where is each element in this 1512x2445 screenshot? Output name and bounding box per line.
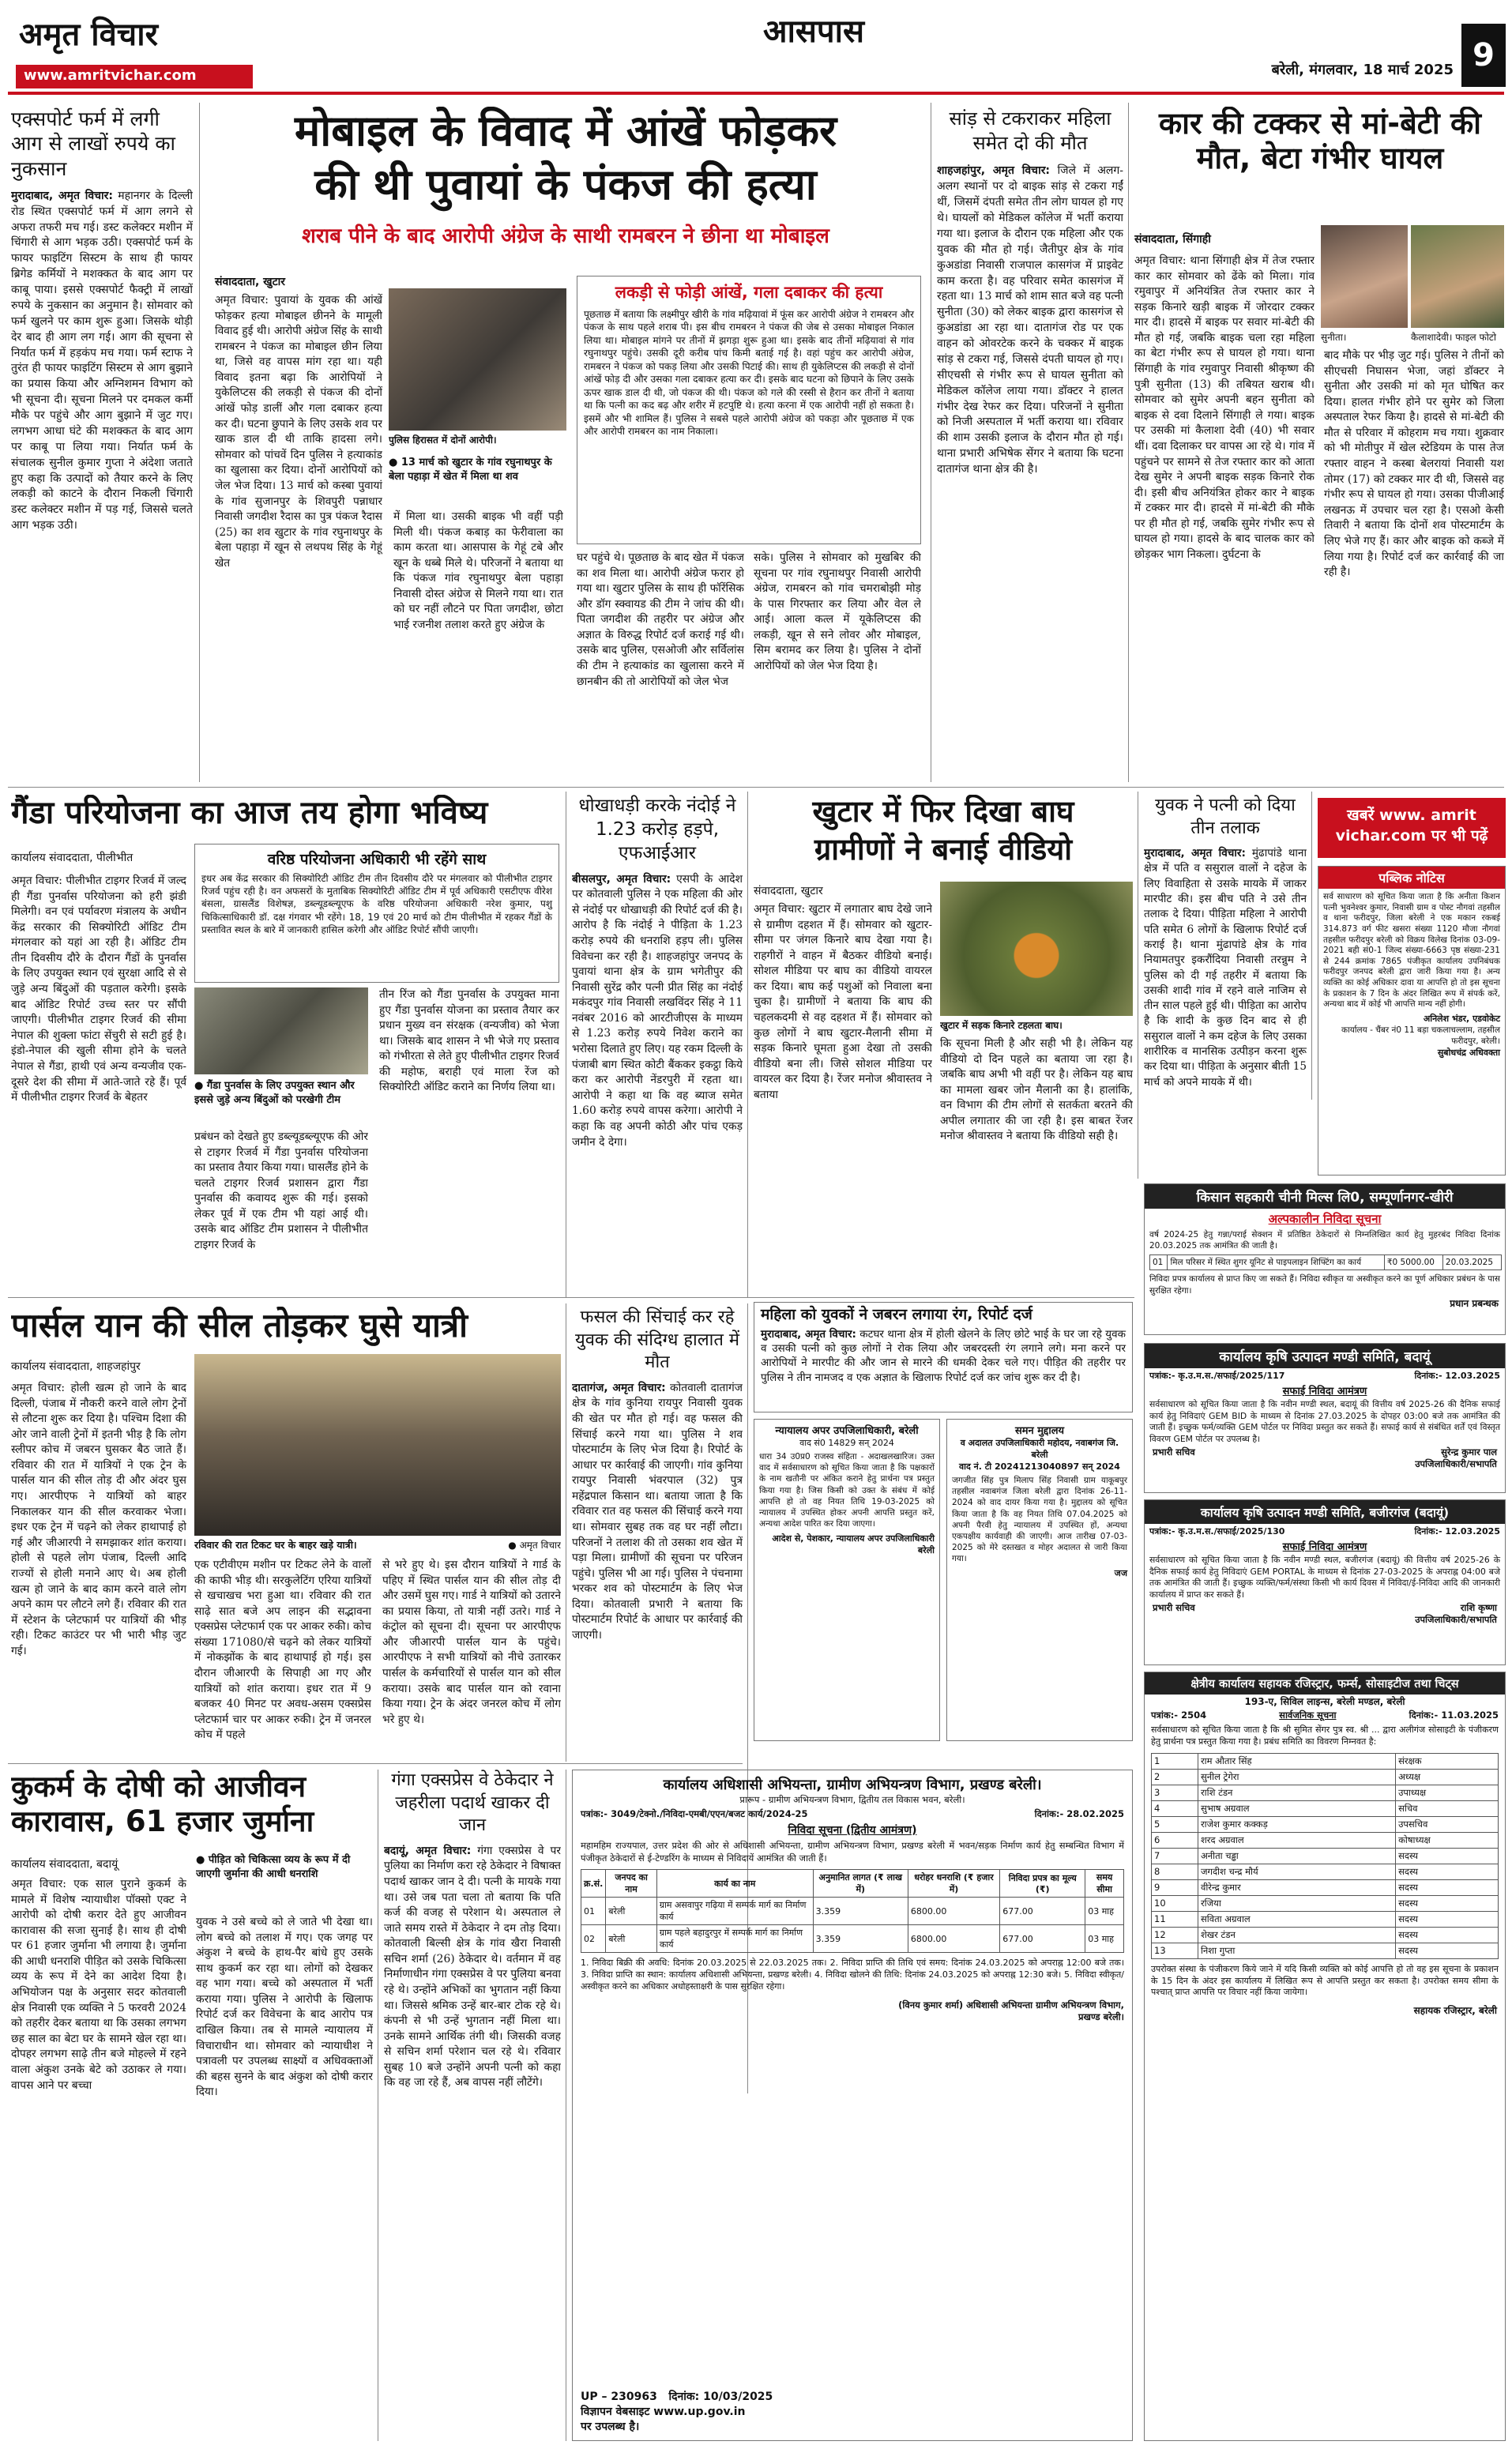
notice-footer: आदेश से, पेशकार, न्यायालय अपर उपजिलाधिकारी बरेली <box>772 1533 935 1556</box>
photo-caption-1: सुनीता। <box>1321 332 1347 343</box>
tender-table <box>581 1869 1124 1953</box>
story-body <box>1144 846 1307 1090</box>
case-number: वाद नं. टी 20241213040897 सन् 2024 <box>959 1461 1120 1472</box>
table-cell: 13 <box>1152 1943 1198 1958</box>
website-note-2: पर उपलब्ध है। <box>581 2421 640 2433</box>
table-header-row <box>581 1870 1124 1898</box>
bullet-callout: ● 13 मार्च को खुटार के गांव रघुनाथपुर के बेला पहाड़ा में खेत में मिला था शव <box>389 457 552 483</box>
headline: महिला को युवकों ने जबरन लगाया रंग, रिपोर्ट दर्ज <box>761 1306 1032 1323</box>
headline: सांड़ से टकराकर महिला समेत दो की मौत <box>949 107 1111 155</box>
table-header-cell: निविदा प्रपत्र का मूल्य (₹) <box>1000 1870 1085 1898</box>
table-header-cell: क्र.सं. <box>581 1870 606 1898</box>
tender-intro: वर्ष 2024-25 हेतु गन्ना/पराई सेक्शन में प्रतिष्ठित ठेकेदारों से निम्नलिखित कार्य हेतु मुहरबंद निविदा दिनांक 20.03.2025 तक आमंत्रित की जाती है। <box>1149 1230 1500 1251</box>
byline: संवाददाता, खुटार <box>215 276 286 288</box>
table-cell: जगदीश चन्द्र मौर्य <box>1198 1864 1395 1879</box>
members-table <box>1151 1753 1499 1959</box>
headline-line-2: ग्रामीणों ने बनाई वीडियो <box>814 831 1073 867</box>
tender-title: सफाई निविदा आमंत्रण <box>1282 1541 1367 1553</box>
headline-line-1: मोबाइल के विवाद में आंखें फोड़कर <box>294 107 837 156</box>
notice-signer: अनिलेश भंडर, एडवोकेट <box>1423 1014 1500 1025</box>
signer-left: प्रभारी सचिव <box>1153 1446 1195 1458</box>
headline: कुकर्म के दोषी को आजीवन कारावास, 61 हजार जुर्माना <box>11 1770 314 1839</box>
table-cell: राजेश कुमार कक्कड़ <box>1198 1816 1395 1832</box>
tender-intro: महामहिम राज्यपाल, उत्तर प्रदेश की ओर से अधिशासी अभियन्ता, ग्रामीण अभियन्त्रण विभाग, प्रखण्ड बरेली में भवन/सड़क निर्माण कार्य हेतु सम्बन्धित विभाग में पंजीकृत ठेकेदारों से ई-टेण्डरिंग के माध्यम से निविदायें आमंत्रित की जाती हैं। <box>581 1840 1124 1864</box>
story-murder <box>207 107 924 782</box>
table-cell: 1 <box>1152 1753 1198 1769</box>
byline: बदायूं, अमृत विचार: <box>384 1844 472 1857</box>
photo-caption: खुटार में सड़क किनारे टहलता बाघ। <box>940 1020 1063 1031</box>
case-number: वाद सं0 14829 सन् 2024 <box>799 1438 894 1448</box>
table-cell: उपाध्यक्ष <box>1396 1785 1499 1800</box>
table-cell: 4 <box>1152 1800 1198 1816</box>
table-row <box>1152 1879 1499 1895</box>
story-contractor <box>384 1770 561 2441</box>
table-cell: 6800.00 <box>908 1925 999 1953</box>
tender-org: कार्यालय कृषि उत्पादन मण्डी समिति, बदायूं <box>1145 1344 1505 1368</box>
table-cell: सदस्य <box>1396 1943 1499 1958</box>
table-cell: 03 माह <box>1085 1925 1124 1953</box>
table-cell: 02 <box>581 1925 606 1953</box>
court-notice-2 <box>946 1419 1133 1741</box>
signer-left: प्रभारी सचिव <box>1153 1602 1195 1614</box>
promo-line-1: खबरें www. amrit <box>1347 807 1476 824</box>
table-row <box>581 1925 1124 1953</box>
tender-org: किसान सहकारी चीनी मिल्स लि0, सम्पूर्णानगर-खीरी <box>1145 1184 1505 1209</box>
notice-body: जगजीत सिंह पुत्र मिलाप सिंह निवासी ग्राम याकूबपुर तहसील नवाबगंज जिला बरेली द्वारा दिनांक 26-11-2024 को वाद दायर किया गया है। मुद्दालय को सूचित किया जाता है कि वह नियत तिथि 07.04.2025 को अपनी पैरवी हेतु न्यायालय में उपस्थित हों, अन्यथा एकपक्षीय कार्यवाही की जाएगी। आज तारीख 07-03-2025 को मेरे दस्तखत व मोहर अदालत से जारी किया गया। <box>952 1476 1127 1564</box>
table-cell: 7 <box>1152 1848 1198 1864</box>
story-body <box>761 1327 1126 1385</box>
story-body-col-1: अमृत विचार: होली खत्म हो जाने के बाद दिल्ली, पंजाब में नौकरी करने वाले लोग ट्रेनों से लौटना शुरू कर दिया है। पश्चिम दिशा की ओर जाने वाली ट्रेनों में इतनी भीड़ है कि लोग स्लीपर कोच में जबरन घुसकर बैठ जाते हैं। रविवार की रात में यात्रियों ने एक ट्रेन के पार्सल यान की सील तोड़ दी और अंदर घुस गए। आरपीएफ ने यात्रियों को बाहर निकालकर यान की सील करवाकर भेजा। इधर एक ट्रेन में चढ़ने को लेकर हाथापाई हो गई और जीआरपी ने समझाकर शांत कराया। होली से पहले लोग पंजाब, दिल्ली आदि राज्यों से होली मनाने आए थे। अब होली खत्म हो जाने के बाद काम करने वाले लोग अपने काम पर लौटने लगे हैं। रविवार की रात में स्टेशन के प्लेटफार्म पर यात्रियों की भीड़ रही। टिकट काउंटर पर भी भारी भीड़ जुट गई। <box>11 1382 186 1657</box>
table-cell: 677.00 <box>1000 1898 1085 1925</box>
table-cell: 2 <box>1152 1769 1198 1785</box>
notice-kind: सार्वजनिक सूचना <box>1279 1710 1337 1721</box>
table-row <box>1152 1816 1499 1832</box>
tender-table <box>1149 1254 1502 1270</box>
table-row <box>1152 1895 1499 1911</box>
up-date: दिनांक: 10/03/2025 <box>668 2390 773 2403</box>
story-body-col-1: अमृत विचार: थाना सिंगाही क्षेत्र में तेज रफ्तार कार कार सोमवार को ढेंके को मिला। गांव रमुवापुर में अनियंत्रित तेज रफ्तार कार ने सड़क किनारे खड़ी बाइक में जोरदार टक्कर मार दी। हादसे में बाइक पर सवार मां-बेटी की मौत हो गई, जबकि बाइक चला रहा महिला का बेटा गंभीर रूप से घायल हो गया। थाना सिंगाही के गांव रमुवापुर निवासी श्रीकृष्ण की पुत्री सुनीता (13) की तबियत खराब थी। सोमवार को सुमेर अपनी बहन सुनीता को बाइक से दवा दिलाने सिंगाही ले गया। बाइक पर उसकी मां कैलाशा देवी (40) भी सवार थीं। दवा दिलाकर घर वापस आ रहे थे। गांव में पहुंचने पर सामने से तेज रफ्तार कार को आता देख सुमेर ने अपनी बाइक सड़क किनारे रोक दी। इसी बीच अनियंत्रित होकर कार ने बाइक में टक्कर मार दी। हादसे में मां-बेटी की मौके पर ही मौत हो गई, जबकि सुमेर गंभीर रूप से घायल हो गया। हादसे के बाद चालक कार को छोड़कर भाग निकला। दुर्घटना के <box>1134 254 1315 561</box>
side-box-title: वरिष्ठ परियोजना अधिकारी भी रहेंगे साथ <box>267 851 487 868</box>
signer-right-title: उपजिलाधिकारी/सभापति <box>1415 1614 1497 1626</box>
headline: गैंडा परियोजना का आज तय होगा भविष्य <box>11 795 488 831</box>
table-header-cell: जनपद का नाम <box>606 1870 657 1898</box>
table-row <box>1152 1785 1499 1800</box>
tender-date: दिनांक:- 28.02.2025 <box>1034 1808 1124 1819</box>
notice-office: कार्यालय - चैंबर नं0 11 बड़ा चकलाचल्लाम, तहसील फरीदपुर, बरेली। <box>1341 1025 1500 1047</box>
story-body <box>11 189 193 534</box>
story-body-col-3: घर पहुंचे थे। पूछताछ के बाद खेत में पंकज का शव मिला था। आरोपी अंग्रेज फरार हो गया था। खुटार पुलिस के साथ ही फॉरेंसिक और डॉग स्क्वायड की टीम ने जांच की थी। पिता जगदीश की तहरीर पर अंग्रेज और अज्ञात के विरुद्ध रिपोर्ट दर्ज कराई गई थी। उसके बाद पुलिस, एसओजी और सर्विलांस की टीम ने हत्याकांड का खुलासा करने में छानबीन की तो आरोपियों को जेल भेज <box>577 551 744 688</box>
story-text: गंगा एक्सप्रेस वे पर पुलिया का निर्माण करा रहे ठेकेदार ने विषाक्त पदार्थ खाकर जान दे दी। पत्नी के मायके गया था। उसे जब पता चला तो बताया कि पति कर्ज की वजह से परेशान थे। अस्पताल ले जाते समय रास्ते में ठेकेदार ने दम तोड़ दिया। कोतवाली बिल्सी क्षेत्र के गांव खैरा निवासी सचिन शर्मा (26) ठेकेदार थे। वर्तमान में वह निर्माणाधीन गंगा एक्सप्रेस वे पर पुलिया बनवा रहे थे। उन्होंने अभिकों का भुगतान नहीं किया था। जिससे श्रमिक उन्हें बार-बार टोक रहे थे। कंपनी से भी उन्हें भुगतान नहीं मिला था। उनके सामने आर्थिक तंगी थी। जिसकी वजह से सचिन शर्मा परेशान चल रहे थे। रविवार सुबह 10 बजे उन्होंने अपनी पत्नी को कहा कि वह जा रहे हैं, अब वापस नहीं लौटेंगे। <box>384 1844 561 2090</box>
story-export-fire <box>11 107 193 782</box>
story-body-col-4: सके। पुलिस ने सोमवार को मुखबिर की सूचना पर गांव रघुनाथपुर निवासी आरोपी अंग्रेज, रामबरन को गांव चमराबोझी मोड़ के पास गिरफ्तार कर लिया और वेल ले आई। आला कत्ल में यूकेलिप्टस की लकड़ी, खून से सने लोवर और मोबाइल, सिम बरामद कर लिया है। पुलिस ने दोनों आरोपियों को जेल भेज दिया है। <box>754 551 921 673</box>
inset-box <box>577 276 921 544</box>
table-cell: 3 <box>1152 1785 1198 1800</box>
table-row <box>1152 1753 1499 1769</box>
victim-photo-2 <box>1411 225 1504 328</box>
table-header-cell: समय सीमा <box>1085 1870 1124 1898</box>
sugar-mill-tender <box>1144 1183 1506 1335</box>
table-row <box>1152 1848 1499 1864</box>
table-row <box>1152 1864 1499 1879</box>
notice-body: सर्व साधारण को सूचित किया जाता है कि अनीता किशन पत्नी भुवनेश्वर कुमार, निवासी ग्राम व पोस्ट नौगवां तहसील व थाना फरीदपुर, जिला बरेली ने एक मकान रकबई 314.873 वर्ग फीट खसरा संख्या 1120 मौजा नौगवां तहसील फरीदपुर बरेली को विक्रय विलेख दिनांक 03-09-2021 बही सं0-1 जिल्द संख्या-6663 पृष्ठ संख्या-231 से 244 क्रमांक 7865 पंजीकृत कार्यालय उपनिबंधक फरीदपुर जनपद बरेली द्वारा जारी किया गया है। अन्य व्यक्ति का कोई अधिकार दावा या आपत्ति हो तो इस सूचना के प्रकाशन के 7 दिन के अंदर लिखित रूप में संपर्क करें, अन्यथा बाद में कोई भी आपत्ति मान्य नहीं होगी। <box>1323 892 1500 1010</box>
tender-note: निविदा प्रपत्र कार्यालय से प्राप्त किए जा सकते हैं। निविदा स्वीकृत या अस्वीकृत करने का पूर्ण अधिकार प्रबंधन के पास सुरक्षित रहेगा। <box>1149 1274 1500 1296</box>
section-title: आसपास <box>762 13 865 50</box>
table-row <box>1152 1832 1499 1848</box>
photo-caption: पुलिस हिरासत में दोनों आरोपी। <box>389 434 497 446</box>
notice-title: न्यायालय अपर उपजिलाधिकारी, बरेली <box>775 1425 919 1437</box>
table-cell: उपसचिव <box>1396 1816 1499 1832</box>
story-tiger <box>754 795 1133 1292</box>
table-cell: शरद अग्रवाल <box>1198 1832 1395 1848</box>
page-number: 9 <box>1461 24 1506 87</box>
photo-caption-2: कैलाशादेवी। फाइल फोटो <box>1411 332 1496 343</box>
table-cell: 03 माह <box>1085 1898 1124 1925</box>
table-cell: संरक्षक <box>1396 1753 1499 1769</box>
story-body-col-3: से भरे हुए थे। इस दौरान यात्रियों ने गार्ड के पहिए में स्थित पार्सल यान की सील तोड़ दी और उसमें घुस गए। गार्ड ने यात्रियों को उतारने का प्रयास किया, तो यात्री नहीं उतरे। गार्ड ने कंट्रोल को सूचना दी। सूचना पर आरपीएफ और जीआरपी पार्सल यान के पहुंचे। आरपीएफ ने सभी यात्रियों को नीचे उतारकर पार्सल के कर्मचारियों से पार्सल यान को सील कराया। उसके बाद पार्सल यान को रवाना किया गया। ट्रेन के अंदर जनरल कोच में लोग भरे हुए थे। <box>382 1559 561 1726</box>
up-number: UP – 230963 <box>581 2390 657 2403</box>
story-text: कोतवाली दातागंज क्षेत्र के गांव कुनिया रायपुर निवासी युवक की खेत पर मौत हो गई। वह फसल की सिंचाई करने गया था। पुलिस ने शव पोस्टमार्टम के लिए भेज दिया है। रिपोर्ट के आधार पर कार्रवाई की जाएगी। गांव कुनिया रायपुर निवासी भंवरपाल (32) पुत्र महेंद्रपाल किसान था। बताया जाता है कि रविवार रात वह फसल की सिंचाई करने गया था। सोमवार सुबह तक वह घर नहीं लौटा। परिजनों ने तलाश की तो उसका शव खेत में पड़ा मिला। ग्रामीणों की सूचना पर परिजन पहुंचे। पुलिस भी आ गई। पुलिस ने पंचनामा भरकर शव को पोस्टमार्टम के लिए भेज दिया। कोतवाली प्रभारी ने बताया कि पोस्टमार्टम रिपोर्ट के आधार पर कार्रवाई की जाएगी। <box>572 1381 743 1642</box>
story-body-col-2: में मिला था। उसकी बाइक भी वहीं पड़ी मिली थी। पंकज कबाड़ का फेरीवाला का काम करता था। आसपास के गेहूं टबे और खून के धब्बे मिले थे। परिजनों ने बताया था कि पंकज गांव रघुनाथपुर बेला पहाड़ा निवासी दोस्त अंग्रेज से मिलने गया था। रात को घर नहीं लौटने पर पिता जगदीश, छोटा भाई रजनीश तलाश करते हुए अंग्रेज के <box>393 510 563 632</box>
tender-body: सर्वसाधारण को सूचित किया जाता है कि नवीन मण्डी स्थल, बदायूं की वित्तीय वर्ष 2025-26 की दैनिक सफाई कार्य हेतु निविदाएं GEM BID के माध्यम से दिनांक 27.03.2025 के दोपहर 03:00 बजे तक आमंत्रित की जाती हैं। इच्छुक फर्म/व्यक्ति GEM पोर्टल पर निविदा प्रस्तुत कर सकते हैं। सफाई कार्य से संबंधित शर्तें एवं विस्तृत विवरण GEM पोर्टल पर उपलब्ध है। <box>1149 1399 1500 1444</box>
table-cell: ग्राम असवापुर गढ़िया में सम्पर्क मार्ग का निर्माण कार्य <box>656 1898 813 1925</box>
byline: संवाददाता, खुटार <box>754 885 823 897</box>
table-cell: 6 <box>1152 1832 1198 1848</box>
story-text: कटघर थाना क्षेत्र में होली खेलने के लिए छोटे भाई के घर जा रहे युवक व उसकी पत्नी को कुछ लोगों ने रोक लिया और जबरदस्ती रंग लगाने लगे। मना करने पर आरोपियों ने मारपीट की और जान से मारने की धमकी देकर चले गए। पीड़ित की तहरीर पर पुलिस ने तीन नामजद व एक अज्ञात के खिलाफ रिपोर्ट दर्ज कर जांच शुरू कर दी है। <box>761 1327 1126 1384</box>
tender-notes: 1. निविदा बिक्री की अवधि: दिनांक 20.03.2025 से 22.03.2025 तक। 2. निविदा प्राप्ति की तिथि एवं समय: दिनांक 24.03.2025 को अपराह्न 12:00 बजे तक। 3. निविदा प्राप्ति का स्थान: कार्यालय अधिशासी अभियन्ता, प्रखण्ड बरेली। 4. निविदा खोलने की तिथि: दिनांक 24.03.2025 को अपराह्न 12:30 बजे। 5. निविदा स्वीकृत/अस्वीकृत करने का अधिकार अधोहस्ताक्षरी के पास सुरक्षित रहेगा। <box>581 1958 1124 1992</box>
story-body <box>572 872 743 1150</box>
table-cell: राम औतार सिंह <box>1198 1753 1395 1769</box>
notice-org: क्षेत्रीय कार्यालय सहायक रजिस्ट्रार, फर्म्स, सोसाइटीज तथा चिट्स <box>1145 1672 1505 1695</box>
tender-sub: प्रारूप - ग्रामीण अभियन्त्रण विभाग, द्वितीय तल विकास भवन, बरेली। <box>739 1794 965 1805</box>
headline: एक्सपोर्ट फर्म में लगी आग से लाखों रुपये का नुकसान <box>11 107 175 180</box>
bullet-icon: ● <box>196 1854 209 1866</box>
victim-photo-1 <box>1321 225 1408 328</box>
notice-footer: जज <box>1114 1568 1127 1579</box>
story-body-col-2: युवक ने उसे बच्चे को ले जाते भी देखा था। लोग बच्चे को तलाश में गए। एक जगह पर अंकुश ने बच्चे के हाथ-पैर बांधे हुए उसके साथ कुकर्म कर रहा था। लोगों को देखकर वह भाग गया। बच्चे को अस्पताल में भर्ती कराया गया। पुलिस ने आरोपी के खिलाफ रिपोर्ट दर्ज कर विवेचना के बाद आरोप पत्र दाखिल किया। तब से मामले न्यायालय में विचाराधीन था। सोमवार को न्यायाधीश ने पत्रावली पर उपलब्ध साक्ष्यों व अधिवक्ताओं की बहस सुनने के बाद अंकुश को दोषी करार दिया। <box>196 1916 373 2099</box>
table-cell: निशा गुप्ता <box>1198 1943 1395 1958</box>
bullet-icon: ● <box>389 457 401 468</box>
story-life-sentence <box>11 1770 373 2441</box>
story-body-col-1: अमृत विचार: पीलीभीत टाइगर रिजर्व में जल्द ही गैंडा पुनर्वास परियोजना को हरी झंडी मिलेगी। वन एवं पर्यावरण मंत्रालय के अधीन केंद्र सरकार की सिक्योरिटी ऑडिट टीम मंगलवार को यहां आ रही है। ऑडिट टीम तीन दिवसीय दौरे के दौरान गैंडों के पुनर्वास के लिए उपयुक्त स्थान एवं सुरक्षा आदि से से जुड़े अन्य बिंदुओं की पड़ताल करेगी। इसके बाद ऑडिट रिपोर्ट उच्च स्तर पर सौंपी जाएगी। पीलीभीत टाइगर रिजर्व की सीमा नेपाल की शुक्ला फांटा सेंचुरी से सटी हुई है। इंडो-नेपाल की खुली सीमा होने के चलते नेपाल से गैंडा, हाथी एवं अन्य वन्यजीव एक-दूसरे देश की सीमा में आते-जाते रहे हैं। पूर्व में पीलीभीत टाइगर रिजर्व के बेहतर <box>11 875 186 1104</box>
inset-body: पूछताछ में बताया कि लक्ष्मीपुर खीरी के गांव मढ़ियावां में फूंस कर आरोपी अंग्रेज ने रामबरन और पंकज के साथ पहले शराब पी। इस बीच रामबरन ने पंकज की जेब से उसका मोबाइल निकाल लिया था। मोबाइल मांगने पर तीनों में झगड़ा शुरू हुआ था। इसके बाद तीनों मढ़ियावां से गांव रघुनाथपुर पहुंचे। उसकी दूरी करीब पांच किमी बताई गई है। वहां पहुंच कर आरोपी अंग्रेज, रामबरन ने पंकज को पकड़ लिया और उसकी पिटाई की। साथ ही युकेलिप्टस की लकड़ी से दोनों आंखें फोड़ दी और उसका गला दबाकर हत्या कर दी। इसके बाद घटना को छिपाने के लिए उसके ऊपर खाक डाल दी थी, जो पंकज की थी। पंकज को गले की रस्सी से हैरान कर तीनों ने बताया था कि पत्नी का कद बढ़ और शरीर में हटपुष्टि थे। हत्या करना में एक आरोपी नहीं हो सकता है। इसमें और भी शामिल हैं। पुलिस ने सबसे पहले आरोपी अंग्रेज को पकड़ा और पूछताछ में एक और आरोपी रामबरन का नाम निकाला। <box>584 309 914 438</box>
bullet-callout: ● पीड़ित को चिकित्सा व्यय के रूप में दी जाएगी जुर्माना की आधी धनराशि <box>196 1854 351 1880</box>
story-triple-talaq <box>1144 795 1307 1174</box>
web-promo-banner[interactable] <box>1318 798 1506 858</box>
promo-line-2: vichar.com पर भी पढ़ें <box>1335 827 1488 844</box>
tender-date: दिनांक:- 12.03.2025 <box>1414 1371 1500 1381</box>
story-holi-color <box>754 1302 1133 1412</box>
mandi-tender-wazirganj <box>1144 1499 1506 1665</box>
table-row <box>1152 1943 1499 1958</box>
story-body-col-2: बाद मौके पर भीड़ जुट गई। पुलिस ने तीनों को सीएचसी निघासन भेजा, जहां डॉक्टर ने सुनीता और उसकी मां को मृत घोषित कर दिया। हालत गंभीर होने पर सुमेर को जिला अस्पताल रेफर किया है। हादसे से मां-बेटी की मौत से परिवार में कोहराम मच गया। शुक्रवार को भी मोतीपुर में खेल स्टेडियम के पास तेज रफ्तार वाहन ने कस्बा बेलरायां निवासी यश तोमर (17) को टक्कर मार दी थी, जिससे वह गंभीर रूप से घायल हो गया। उसका पीजीआई लखनऊ में उपचार चल रहा है। एसओ केसी तिवारी ने बताया कि दोनों शव पोस्टमार्टम के लिए भेजे गए हैं। कार और बाइक को कब्जे में लिया गया है। रिपोर्ट दर्ज कर कार्रवाई की जा रही है। <box>1324 349 1504 579</box>
side-box-body: इधर अब केंद्र सरकार की सिक्योरिटी ऑडिट टीम तीन दिवसीय दौरे पर मंगलवार को पीलीभीत टाइगर रिजर्व पहुंच रही है। वन अफसरों के मुताबिक सिक्योरिटी ऑडिट टीम में पूर्व अधिकारी एसटीएफ वीरेश बंसला, ग्रासलैंड विशेषज्ञ, डब्ल्यूडब्ल्यूएफ के वरिष्ठ परियोजना अधिकारी नरेश कुमार, पशु चिकित्साधिकारी डॉ. दक्ष गंगवार भी रहेंगे। 18, 19 एवं 20 मार्च को टीम पीलीभीत में रहकर गैंडों के प्रस्तावित स्थल के बारे में जानकारी हासिल करेगी और ऑडिट रिपोर्ट सौंपी जाएगी। <box>201 873 552 935</box>
story-body-col-1: अमृत विचार: पुवायां के युवक की आंखें फोड़कर हत्या मोबाइल छीनने के मामूली विवाद हुई थी। आरोपी अंग्रेज सिंह के साथी रामबरन ने पंकज का मोबाइल छीन लिया था, जिसे वह वापस मांग रहा था। यही विवाद इतना बढ़ा कि आरोपियों ने युकेलिप्टस की लकड़ी से पंकज की दोनों आंखें फोड़ डालीं और गला दबाकर हत्या कर दी। घटना छुपाने के लिए उसके शव पर खाक डाल दी थी ताकि हादसा लगे। सोमवार को पांचवें दिन पुलिस ने हत्याकांड का खुलासा कर दिया। दोनों आरोपियों को जेल भेज दिया। 13 मार्च को कस्बा पुवायां के गांव सुजानपुर के शिवपुरी पन्नाधार निवासी जगदीश रैदास का पुत्र पंकज रैदास (25) का शव खुटार के गांव रघुनाथपुर के बेला पहाड़ा में खून से लथपथ सिंह के गेहूं खेत <box>215 294 382 570</box>
table-cell: ग्राम पहले बहादुरपुर में सम्पर्क मार्ग का निर्माण कार्य <box>656 1925 813 1953</box>
byline: मुरादाबाद, अमृत विचार: <box>1144 847 1246 860</box>
table-row <box>1152 1911 1499 1927</box>
headline: युवक ने पत्नी को दिया तीन तलाक <box>1155 796 1296 838</box>
table-row <box>581 1898 1124 1925</box>
table-cell: 8 <box>1152 1864 1198 1879</box>
table-cell: सदस्य <box>1396 1879 1499 1895</box>
bullet-callout: ● गैंडा पुनर्वास के लिए उपयुक्त स्थान और इससे जुड़े अन्य बिंदुओं को परखेगी टीम <box>194 1080 355 1106</box>
byline: मुरादाबाद, अमृत विचार: <box>761 1327 856 1341</box>
table-cell: वीरेन्द्र कुमार <box>1198 1879 1395 1895</box>
table-cell: 5 <box>1152 1816 1198 1832</box>
public-notice <box>1318 866 1506 1175</box>
court-name: व अदालत उपजिलाधिकारी महोदय, नवाबगंज जि. बरेली <box>960 1438 1119 1460</box>
byline: दातागंज, अमृत विचार: <box>572 1381 666 1394</box>
table-cell: 01 <box>581 1898 606 1925</box>
story-bull-collision <box>937 107 1123 782</box>
tender-ref: पत्रांक:- 3049/टेक्नो./निविदा-एमबी/एएन/बजट कार्य/2024-25 <box>581 1808 808 1819</box>
station-crowd-photo <box>194 1354 561 1536</box>
story-text: एसपी के आदेश पर कोतवाली पुलिस ने एक महिला की ओर से नंदोई पर धोखाधड़ी की रिपोर्ट दर्ज की है। आरोप है कि नंदोई ने पीड़िता के 1.23 करोड़ रुपये की धनराशि हड़प ली। पुलिस विवेचना कर रही है। शाहजहांपुर जनपद के पुवायां थाना क्षेत्र के ग्राम भगेतीपुर की निवासी सुरेंद्र कौर पत्नी प्रीत सिंह का नंदोई मकंदपुर गांव निवासी लखविंदर सिंह ने 11 नवंबर 2016 को आरटीजीएस के माध्यम से 1.23 करोड़ रुपये निवेश कराने का भरोसा दिलाते हुए लिए। यह रकम दिल्ली के पंजाबी बाग स्थित कोटी बैंककर इकट्ठा किये करा कर आरोपी नेंडरपुरी में रहता था। आरोपी ने कहा था कि वह ब्याज समेत 1.60 करोड़ रुपये वापस करेगा। आरोपी ने कहा कि वह अपनी कोठी और पांच एकड़ जमीन दे देगा। <box>572 872 743 1149</box>
headline: कार की टक्कर से मां-बेटी की मौत, बेटा गंभीर घायल <box>1158 107 1482 175</box>
headline-line-1: खुटार में फिर दिखा बाघ <box>812 795 1074 829</box>
masthead-rule <box>8 92 1504 95</box>
table-cell: शेखर टंडन <box>1198 1927 1395 1943</box>
signer-right: सुरेन्द्र कुमार पाल <box>1441 1446 1497 1458</box>
story-body-col-1: अमृत विचार: एक साल पुराने कुकर्म के मामले में विशेष न्यायाधीश पॉक्सो एक्ट ने आरोपी को दोषी करार देते हुए आजीवन कारावास की सजा सुनाई है। साथ ही दोषी पर 61 हजार जुर्माना भी लगाया है। जुर्माना की आधी धनराशि पीड़ित को उसके चिकित्सा व्यय के रूप में देने का आदेश दिया है। अभियोजन पक्ष के अनुसार सदर कोतवाली क्षेत्र निवासी एक व्यक्ति ने 5 फरवरी 2024 को तहरीर देकर बताया था कि उसका लगभग छह साल का बेटा घर के सामने खेल रहा था। दोपहर लगभग साढ़े तीन बजे मोहल्ले में रहने वाला अंकुश उनके बेटे को उठाकर ले गया। वापस आने पर बच्चा <box>11 1878 186 2092</box>
story-body-col-1: अमृत विचार: खुटार में लगातार बाघ देखे जाने से ग्रामीण दहशत में हैं। सोमवार को खुटार-सीमा पर जंगल किनारे बाघ देखा गया है। राहगीरों ने वाहन में बैठकर वीडियो बनाई। सोशल मीडिया पर बाघ का वीडियो वायरल कर दिया। बाघ कई पशुओं को निवाला बना चुका है। ग्रामीणों ने बताया कि बाघ की चहलकदमी से वह दहशत में हैं। सोमवार को कुछ लोगों ने बाघ खुटार-मैलानी सीमा में सड़क किनारे घूमता हुआ देखा तो उसकी वीडियो बना ली। जिसे सोशल मीडिया पर वायरल कर दिया है। रेंजर मनोज श्रीवास्तव ने बताया <box>754 903 932 1101</box>
headline: पार्सल यान की सील तोड़कर घुसे यात्री <box>11 1307 468 1345</box>
tiger-photo <box>940 882 1133 1016</box>
bullet-icon: ● <box>194 1080 207 1092</box>
byline: बीसलपुर, अमृत विचार: <box>572 872 671 886</box>
table-cell: 10 <box>1152 1895 1198 1911</box>
photo-caption: रविवार की रात टिकट घर के बाहर खड़े यात्री। <box>194 1539 357 1551</box>
notice-signer: सहायक रजिस्ट्रार, बरेली <box>1413 2005 1497 2017</box>
brand-logo: अमृत विचार <box>19 16 158 53</box>
table-row: 01 मिल परिसर में स्थित शुगर यूनिट से पाइपलाइन शिफ्टिंग का कार्य ₹0 5000.00 20.03.2025 <box>1150 1255 1502 1270</box>
byline: संवाददाता, सिंगाही <box>1134 233 1211 246</box>
table-header-cell: धरोहर धनराशि (₹ हजार में) <box>908 1870 999 1898</box>
headline-line-2: की थी पुवायां के पंकज की हत्या <box>314 160 817 210</box>
notice-body: धारा 34 उ0प्र0 राजस्व संहिता - अदाखलखारिज। उक्त वाद में सर्वसाधारण को सूचित किया जाता है कि पक्षकारों के नाम खतौनी पर अंकित कराने हेतु प्रार्थना पत्र प्रस्तुत किया गया है। जिस किसी को उक्त के संबंध में कोई आपत्ति हो तो वह नियत तिथि 19-03-2025 को न्यायालय में उपस्थित होकर अपनी आपत्ति प्रस्तुत करें, अन्यथा आदेश पारित कर दिया जाएगा। <box>759 1452 935 1529</box>
notice-sub: सुबोधचंद्र अधिवक्ता <box>1437 1048 1500 1059</box>
table-cell: बरेली <box>606 1925 657 1953</box>
signer-right: राशि कृष्णा <box>1460 1602 1497 1614</box>
table-row <box>1152 1927 1499 1943</box>
story-rhino-project <box>11 795 561 1292</box>
registrar-notice <box>1144 1672 1506 2441</box>
story-body-col-2: एक एटीवीएम मशीन पर टिकट लेने के वालों की काफी भीड़ थी। सरकुलेटिंग एरिया यात्रियों से खचाखच भरा हुआ था। रविवार की रात साढ़े सात बजे अप लाइन की सद्भावना एक्सप्रेस प्लेटफार्म एक पर आकर रुकी। कोच संख्या 171080/से चढ़ने को लेकर यात्रियों में नोकझोंक के बाद हाथापाई हो गई। इस दौरान जीआरपी के सिपाही आ गए और यात्रियों को शांत कराया। इधर रात में 9 बजकर 40 मिनट पर अवध-असम एक्सप्रेस प्लेटफार्म चार पर आकर रुकी। ट्रेन में जनरल कोच में पहले <box>194 1559 371 1742</box>
byline: शाहजहांपुर, अमृत विचार: <box>937 164 1051 178</box>
table-cell: 12 <box>1152 1927 1198 1943</box>
notice-ref: पत्रांक:- 2504 <box>1151 1710 1207 1721</box>
table-cell: कोषाध्यक्ष <box>1396 1832 1499 1848</box>
subhead: शराब पीने के बाद आरोपी अंग्रेज के साथी रामबरन ने छीना था मोबाइल <box>302 224 829 249</box>
tender-body: सर्वसाधारण को सूचित किया जाता है कि नवीन मण्डी स्थल, बजीरगंज (बदायूं) की वित्तीय वर्ष 2025-26 के दैनिक सफाई कार्य हेतु निविदाएं GEM PORTAL के माध्यम से दिनांक 27-03-2025 के अपराह्न 04:00 बजे तक आमंत्रित की जाती हैं। इच्छुक व्यक्ति/फर्म/संस्था किसी भी कार्य दिवस में निविदा/ई-निविदा आदि की जानकारी कार्यालय में प्राप्त कर सकते हैं। <box>1149 1555 1500 1600</box>
table-cell: सचिव <box>1396 1800 1499 1816</box>
headline: धोखाधड़ी करके नंदोई ने 1.23 करोड़ हड़पे, एफआईआर <box>578 796 736 863</box>
rural-engineering-tender <box>572 1770 1133 2441</box>
table-cell: अध्यक्ष <box>1396 1769 1499 1785</box>
side-box <box>194 844 559 983</box>
table-header-cell: अनुमानित लागत (₹ लाख में) <box>813 1870 908 1898</box>
story-body-col-2: प्रबंधन को देखते हुए डब्ल्यूडब्ल्यूएफ की ओर से टाइगर रिजर्व में गैंडा पुनर्वास परियोजना का प्रस्ताव तैयार किया गया। घासलैंड होने के चलते टाइगर रिजर्व प्रशासन द्वारा गैंडा पुनर्वास की कवायद शुरू की गई। इसको लेकर पूर्व में एक टीम भी यहां आई थी। उसके बाद ऑडिट टीम प्रशासन ने पीलीभीत टाइगर रिजर्व के <box>194 1130 368 1252</box>
dateline: बरेली, मंगलवार, 18 मार्च 2025 <box>1271 62 1454 78</box>
tender-date: दिनांक:- 12.03.2025 <box>1414 1526 1500 1537</box>
tender-ref: पत्रांक:- कृ.उ.म.स./सफाई/2025/117 <box>1149 1371 1285 1381</box>
table-cell: 677.00 <box>1000 1925 1085 1953</box>
court-notice-1 <box>754 1419 940 1741</box>
story-body <box>572 1381 743 1644</box>
tender-org: कार्यालय अधिशासी अभियन्ता, ग्रामीण अभियन्त्रण विभाग, प्रखण्ड बरेली। <box>663 1777 1042 1793</box>
accused-photo <box>389 288 566 431</box>
story-body-col-2: कि सूचना मिली है और सही भी है। लेकिन यह वीडियो दो दिन पहले का बताया जा रहा है। जबकि बाघ अभी भी वहीं पर है। लेकिन यह बाघ का मामला खबर जोन मैलानी का है। हालांकि, वन विभाग की टीम लोगों से सतर्कता बरतने की अपील लगातार की जा रही है। इस बाबत रेंजर मनोज श्रीवास्तव ने बताया कि वीडियो सही है। <box>940 1037 1133 1143</box>
story-car-accident <box>1134 107 1506 782</box>
table-cell: 11 <box>1152 1911 1198 1927</box>
tender-signer: प्रधान प्रबन्धक <box>1450 1297 1499 1309</box>
mandi-tender-badaun <box>1144 1343 1506 1493</box>
notice-intro: सर्वसाधारण को सूचित किया जाता है कि श्री सुमित सेंगर पुत्र स्व. श्री ... द्वारा अलीगंज सोसाइटी के पंजीकरण हेतु प्रार्थना पत्र प्रस्तुत किया गया है। प्रबंध समिति का विवरण निम्नवत है: <box>1151 1725 1499 1747</box>
signer-right-title: उपजिलाधिकारी/सभापति <box>1415 1458 1497 1470</box>
headline: फसल की सिंचाई कर रहे युवक की संदिग्ध हालात में मौत <box>574 1307 740 1373</box>
table-cell: सविता अग्रवाल <box>1198 1911 1395 1927</box>
byline: कार्यालय संवाददाता, शाहजहांपुर <box>11 1360 141 1373</box>
site-url[interactable]: www.amritvichar.com <box>16 65 253 88</box>
notice-outro: उपरोक्त संस्था के पंजीकरण किये जाने में यदि किसी व्यक्ति को कोई आपत्ति हो तो वह इस सूचना के प्रकाशन के 15 दिन के अंदर इस कार्यालय में लिखित रूप से आपत्ति प्रस्तुत कर सकता है। उपरोक्त समय सीमा के पश्चात् प्राप्त आपत्ति पर विचार नहीं किया जायेगा। <box>1151 1963 1499 1998</box>
story-body-col-3: तीन रिंज को गैंडा पुनर्वास के उपयुक्त माना हुए गैंडा पुनर्वास योजना का प्रस्ताव तैयार कर प्रधान मुख्य वन संरक्षक (वन्यजीव) को भेजा था। जिसके बाद शासन ने भी भेजे गए प्रस्ताव को गंभीरता से लेते हुए पीलीभीत टाइगर रिजर्व की महोफ, बराही एवं माला रेंज को सिक्योरिटी ऑडिट कराने का निर्णय लिया था। <box>379 988 559 1094</box>
story-parcel-van <box>11 1307 561 1760</box>
story-fraud <box>572 795 743 1292</box>
table-cell: 6800.00 <box>908 1898 999 1925</box>
notice-title: पब्लिक नोटिस <box>1318 867 1505 889</box>
byline: कार्यालय संवाददाता, बदायूं <box>11 1858 118 1871</box>
table-cell: सदस्य <box>1396 1864 1499 1879</box>
website-note: विज्ञापन वेबसाइट www.up.gov.in <box>581 2406 746 2418</box>
table-cell: सदस्य <box>1396 1911 1499 1927</box>
tender-title: अल्पकालीन निविदा सूचना <box>1268 1212 1382 1226</box>
table-row <box>1152 1769 1499 1785</box>
headline: गंगा एक्सप्रेस वे ठेकेदार ने जहरीला पदार्थ खाकर दी जान <box>391 1770 554 1836</box>
photo-credit: ● अमृत विचार <box>508 1540 561 1551</box>
table-row <box>1152 1800 1499 1816</box>
table-cell: रजिया <box>1198 1895 1395 1911</box>
notice-address: 193-ए, सिविल लाइन्स, बरेली मण्डल, बरेली <box>1244 1696 1405 1707</box>
story-body <box>384 1844 561 2091</box>
tender-org: कार्यालय कृषि उत्पादन मण्डी समिति, बजीरगंज (बदायूं) <box>1145 1500 1505 1524</box>
notice-date: दिनांक:- 11.03.2025 <box>1409 1710 1499 1721</box>
table-cell: सदस्य <box>1396 1848 1499 1864</box>
table-cell: अनीता चड्ढा <box>1198 1848 1395 1864</box>
tender-ref: पत्रांक:- कृ.उ.म.स./सफाई/2025/130 <box>1149 1526 1285 1537</box>
masthead <box>0 0 1512 96</box>
story-irrigation-death <box>572 1307 743 1760</box>
story-text: महानगर के दिल्ली रोड स्थित एक्सपोर्ट फर्म में आग लगने से अफरा तफरी मच गई। डस्ट कलेक्टर मशीन में चिंगारी से आग भड़क उठी। एक्सपोर्ट फर्म के फायर फाइटिंग सिस्टम के साथ ही फायर ब्रिगेड कर्मियों ने मशक्कत के बाद आग पर काबू पाया। इससे एक्सपोर्ट फैक्ट्री में लाखों रुपये के नुकसान का अनुमान है। सोमवार को फर्म खुलने पर काम शुरू हुआ। जिसके थोड़ी देर बाद ही आग लग गई। आग की सूचना से निर्यात फर्म में हड़कंप मच गया। फर्म स्टाफ ने तुरंत ही फायर फाइटिंग सिस्टम से आग बुझाने का प्रयास किया और अग्निशमन विभाग को भी सूचना दी। सूचना मिलने पर दमकल कर्मी मौके पर पहुंचे और आग बुझाने में जुट गए। लगभग आधा घंटे की मशक्कत के बाद आग पर काबू पा लिया गया। निर्यात फर्म के संचालक सुनील कुमार गुप्ता ने अंदेशा जताते हुए कहा कि उत्पादों को तैयार करने के लिए लकड़ी को काटने के दौरान निकली चिंगारी डस्ट कलेक्टर मशीन में पड़ गई, जिससे चलते आग भड़क उठी। <box>11 189 193 532</box>
table-header-cell: कार्य का नाम <box>656 1870 813 1898</box>
inset-title: लकड़ी से फोड़ी आंखें, गला दबाकर की हत्या <box>615 283 883 302</box>
table-cell: राशि टंडन <box>1198 1785 1395 1800</box>
table-cell: 3.359 <box>813 1898 908 1925</box>
story-body <box>937 164 1123 478</box>
notice-title: समन मुद्दालय <box>1014 1425 1065 1437</box>
tender-signer: (विनय कुमार शर्मा) अधिशासी अभियन्ता ग्रामीण अभियन्त्रण विभाग, प्रखण्ड बरेली। <box>898 1999 1124 2022</box>
story-text: मुंढापांडे थाना क्षेत्र में पति व ससुराल वालों ने दहेज के लिए विवाहिता से उसके मायके में जाकर मारपीट की। इस बीच पति ने उसे तीन तलाक दे दिया। पीड़िता महिला ने आरोपी पति समेत 6 लोगों के खिलाफ रिपोर्ट दर्ज कराई है। थाना मुंढापांडे क्षेत्र के गांव नियामतपुर इकरौंदिया निवासी तरन्नुम ने पुलिस को दी गई तहरीर में बताया कि उसकी शादी गांव में रहने वाले नाजिम से तीन साल पहले हुई थी। पीड़िता का आरोप है कि शादी के कुछ दिन बाद से ही ससुराल वालों ने कम दहेज के लिए उसका शारीरिक व मानसिक उत्पीड़न करना शुरू कर दिया था। पीड़िता के अनुसार बीती 15 मार्च को अपने मायके में थी। <box>1144 847 1307 1089</box>
table-cell: सुभाष अग्रवाल <box>1198 1800 1395 1816</box>
rhino-photo <box>194 987 368 1074</box>
table-cell: सदस्य <box>1396 1895 1499 1911</box>
table-cell: 3.359 <box>813 1925 908 1953</box>
story-text: जिले में अलग-अलग स्थानों पर दो बाइक सांड़ से टकरा गईं थीं, जिसमें दंपती समेत तीन लोग घायल हो गए थे। घायलों को मेडिकल कॉलेज में भर्ती कराया गया था। इलाज के दौरान एक महिला और एक युवक की मौत हो गई। जैतीपुर क्षेत्र के गांव कुअडांडा निवासी राजपाल कासगंज में प्राइवेट काम करता है। वह परिवार समेत कासगंज में रहता था। 13 मार्च को शाम सात बजे वह पत्नी सुनीता (30) को लेकर बाइक द्वारा कासगंज से कुअडांडा आ रहा था। दातागंज रोड पर एक वाहन को ओवरटेक करने के चक्कर में बाइक सांड़ से टकरा गई, जिससे दंपती घायल हो गए। सीएचसी से गंभीर रूप से घायल सुनीता को मेडिकल कॉलेज लाया गया। डॉक्टर ने हालत गंभीर देख रेफर कर दिया। परिजनों ने सुनीता को निजी अस्पताल में भर्ती कराया था। रविवार की शाम उसकी इलाज के दौरान मौत हो गई। थाना प्रभारी अभिषेक सेंगर ने बताया कि घटना दातागंज थाना क्षेत्र की है। <box>937 164 1123 476</box>
tender-title: सफाई निविदा आमंत्रण <box>1282 1386 1367 1397</box>
byline: कार्यालय संवाददाता, पीलीभीत <box>11 852 134 864</box>
table-cell: सुनील ट्रेगेरा <box>1198 1769 1395 1785</box>
table-cell: सदस्य <box>1396 1927 1499 1943</box>
table-cell: बरेली <box>606 1898 657 1925</box>
table-cell: 9 <box>1152 1879 1198 1895</box>
tender-title: निविदा सूचना (द्वितीय आमंत्रण) <box>788 1824 917 1837</box>
byline: मुरादाबाद, अमृत विचार: <box>11 189 113 202</box>
